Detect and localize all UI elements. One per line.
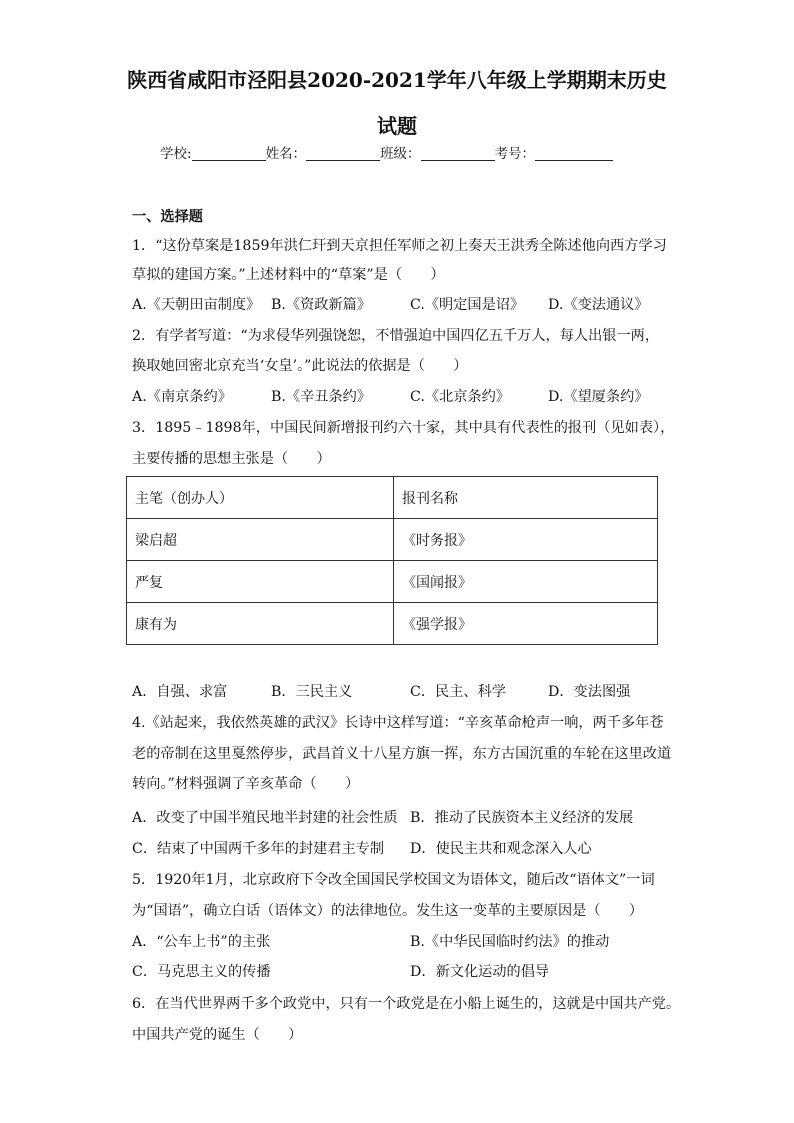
question-3-text: 3．1895﹣1898年，中国民间新增报刊约六十家，其中具有代表性的报刊（见如表），: [132, 420, 675, 436]
option-b: B．推动了民族资本主义经济的发展: [410, 810, 634, 826]
question-4-text: 老的帝制在这里戛然停步，武昌首义十八星方旗一挥，东方古国沉重的车轮在这里改道: [132, 746, 672, 762]
table-header-row: [127, 477, 658, 519]
option-d: D．使民主共和观念深入人心: [410, 841, 592, 857]
question-6-text: 6．在当代世界两千多个政党中，只有一个政党是在小船上诞生的，这就是中国共产党。: [132, 996, 681, 1012]
page-title: 陕西省咸阳市泾阳县2020-2021学年八年级上学期期末历史: [127, 68, 667, 92]
option-d: D．新文化运动的倡导: [410, 964, 550, 980]
question-1-text: 1．“这份草案是1859年洪仁玕到天京担任军师之初上奏天王洪秀全陈述他向西方学习: [132, 238, 667, 254]
section-heading: 一、选择题: [132, 209, 203, 225]
option-c: C．马克思主义的传播: [132, 964, 271, 980]
newspaper-table: [126, 476, 658, 645]
student-info-row: [160, 145, 613, 163]
table-cell: 康有为: [127, 603, 394, 645]
table-cell: 严复: [127, 561, 394, 603]
question-3-text: 主要传播的思想主张是（ ）: [132, 451, 331, 467]
table-cell: 《时务报》: [394, 519, 658, 561]
option-d: D.《望厦条约》: [548, 389, 649, 405]
name-label: 姓名：: [265, 146, 307, 162]
option-c: C.《明定国是诏》: [410, 297, 525, 313]
table-row: [127, 603, 658, 645]
table-cell: 梁启超: [127, 519, 394, 561]
option-b: B.《中华民国临时约法》的推动: [410, 934, 610, 950]
option-b: B.《辛丑条约》: [271, 389, 372, 405]
option-a: A．自强、求富: [132, 684, 228, 700]
table-header-cell: 报刊名称: [394, 477, 658, 519]
option-c: C．民主、科学: [410, 684, 506, 700]
question-2-text: 换取她回密北京充当‘女皇’。”此说法的依据是（ ）: [132, 358, 468, 374]
school-label: 学校:: [160, 146, 192, 162]
class-blank: [421, 146, 495, 161]
school-blank: [192, 146, 266, 161]
question-5-text: 为“国语”，确立白话（语体文）的法律地位。发生这一变革的主要原因是（ ）: [132, 903, 644, 919]
table-cell: 《国闻报》: [394, 561, 658, 603]
option-c: C．结束了中国两千多年的封建君主专制: [132, 841, 385, 857]
option-a: A．改变了中国半殖民地半封建的社会性质: [132, 810, 398, 826]
question-5-text: 5．1920年1月，北京政府下令改全国国民学校国文为语体文，随后改“语体文”一词: [132, 872, 655, 888]
table-row: [127, 519, 658, 561]
exam-number-blank: [535, 146, 613, 161]
question-4-text: 4.《站起来，我依然英雄的武汉》长诗中这样写道：“辛亥革命枪声一响，两千多年苍: [132, 715, 664, 731]
option-a: A．“公车上书”的主张: [132, 934, 271, 950]
question-1-text: 草拟的建国方案。”上述材料中的“草案”是（ ）: [132, 267, 445, 283]
question-6-text: 中国共产党的诞生（ ）: [132, 1027, 303, 1043]
option-a: A.《天朝田亩制度》: [132, 297, 261, 313]
table-header-cell: 主笔（创办人）: [127, 477, 394, 519]
option-b: B.《资政新篇》: [271, 297, 372, 313]
class-label: 班级：: [380, 146, 421, 162]
table-row: [127, 561, 658, 603]
name-blank: [306, 146, 380, 161]
page-title-continued: 试题: [377, 114, 417, 138]
exam-number-label: 考号：: [494, 146, 536, 162]
option-a: A.《南京条约》: [132, 389, 232, 405]
option-d: D.《变法通议》: [548, 297, 649, 313]
table-cell: 《强学报》: [394, 603, 658, 645]
question-4-text: 转向。”材料强调了辛亥革命（ ）: [132, 776, 360, 792]
option-b: B．三民主义: [271, 684, 353, 700]
question-2-text: 2．有学者写道：“为求侵华列强饶恕，不惜强迫中国四亿五千万人，每人出银一两，: [132, 328, 660, 344]
option-d: D．变法图强: [548, 684, 631, 700]
option-c: C.《北京条约》: [410, 389, 510, 405]
